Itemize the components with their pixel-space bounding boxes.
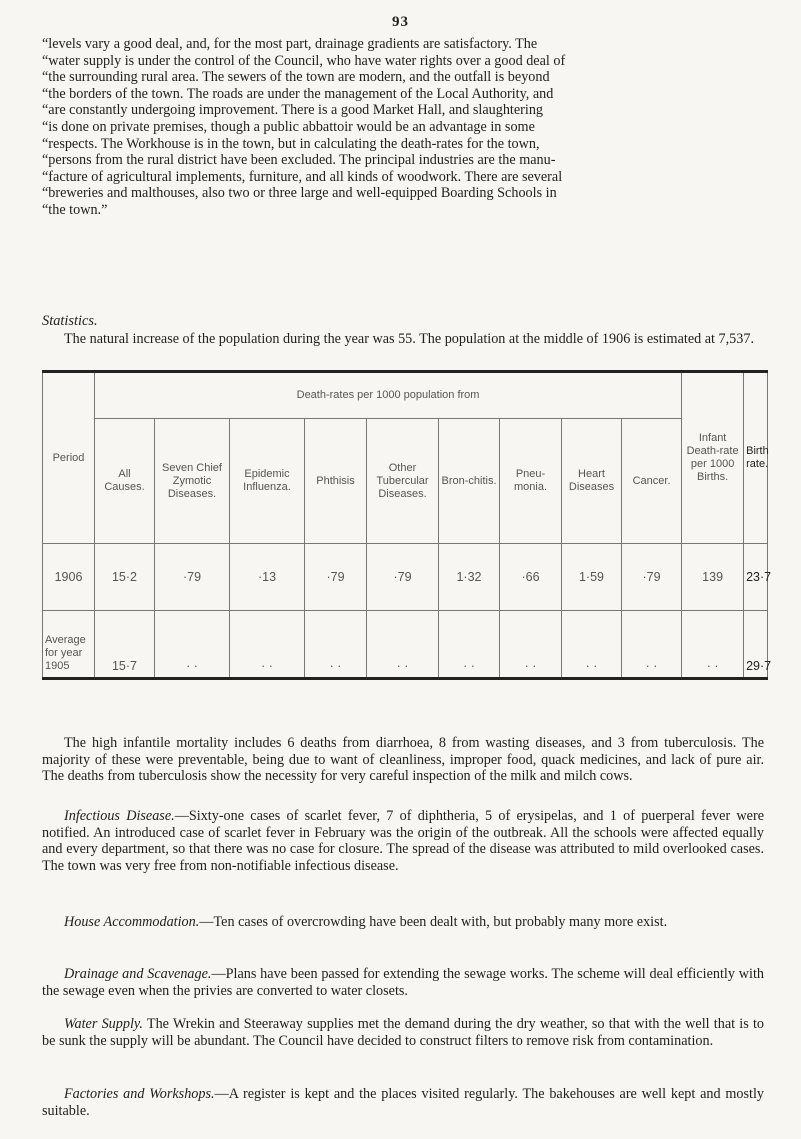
quoted-description <box>42 36 764 219</box>
quote-line: “respects. The Workhouse is in the town, but in calculating the death-rates for the town, <box>42 135 540 152</box>
column-header: Pneu-monia. <box>500 419 562 544</box>
column-header: Other Tubercular Diseases. <box>367 419 439 544</box>
value-cell: ·79 <box>155 544 230 611</box>
column-header: Bron-chitis. <box>439 419 500 544</box>
house-accommodation-text: —Ten cases of overcrowding have been dealt with, but probably many more exist. <box>199 914 668 930</box>
quote-line: “the borders of the town. The roads are under the management of the Local Authority, and <box>42 85 554 102</box>
infectious-disease-text: —Sixty-one cases of scarlet fever, 7 of diphtheria, 5 of erysipelas, and 1 of puerperal fever were notified. An introduced case of scarlet fever in February was the origin of the outbreak. All the schools were affected equally and every department, so that there was no case for closure. The spread of the disease was attributed to mild overlooked cases. The town was very free from non-notifiable infectious disease. <box>42 808 764 874</box>
value-cell: · · <box>155 611 230 679</box>
value-cell: ·79 <box>305 544 367 611</box>
value-cell: · · <box>562 611 622 679</box>
quote-line: “facture of agricultural implements, furniture, and all kinds of woodwork. There are several <box>42 168 563 185</box>
water-supply-paragraph <box>42 1016 764 1049</box>
quote-line: “levels vary a good deal, and, for the most part, drainage gradients are satisfactory. The <box>42 36 538 52</box>
water-supply-heading: Water Supply. <box>64 1016 143 1032</box>
drainage-text: —Plans have been passed for extending the sewage works. The scheme will deal efficiently with the sewage even when the privies are converted to water closets. <box>42 966 764 999</box>
column-header: Heart Diseases <box>562 419 622 544</box>
page-number: 93 <box>392 14 409 30</box>
infant-death-rate-header: Infant Death-rate per 1000 Births. <box>682 372 744 544</box>
drainage-heading: Drainage and Scavenage. <box>64 966 212 982</box>
quote-line: “breweries and malthouses, also two or three large and well-equipped Boarding Schools in <box>42 185 557 202</box>
period-cell: Average for year 1905 <box>43 611 95 679</box>
value-cell: ·66 <box>500 544 562 611</box>
quote-line: “the surrounding rural area. The sewers of the town are modern, and the outfall is beyond <box>42 69 550 86</box>
value-cell: · · <box>439 611 500 679</box>
value-cell: ·79 <box>622 544 682 611</box>
water-supply-text: The Wrekin and Steeraway supplies met the demand during the dry weather, so that with the well that is to be sunk the supply will be abundant. The Council have decided to construct filters to remove risk from contamination. <box>42 1016 764 1049</box>
infectious-disease-paragraph <box>42 808 764 874</box>
value-cell: 1·32 <box>439 544 500 611</box>
drainage-paragraph <box>42 966 764 999</box>
house-accommodation-heading: House Accommodation. <box>64 914 200 930</box>
quote-line: “water supply is under the control of the Council, who have water rights over a good deal of <box>42 52 566 69</box>
table-row <box>43 611 768 679</box>
factories-text: —A register is kept and the places visited regularly. The bakehouses are well kept and mostly suitable. <box>42 1086 764 1119</box>
column-header: Epidemic Influenza. <box>230 419 305 544</box>
value-cell: · · <box>367 611 439 679</box>
quote-line: “persons from the rural district have been excluded. The principal industries are the manu- <box>42 152 556 169</box>
column-header: Phthisis <box>305 419 367 544</box>
infectious-disease-heading: Infectious Disease. <box>64 808 175 824</box>
house-accommodation-paragraph <box>42 914 764 931</box>
statistics-paragraph: The natural increase of the population during the year was 55. The population at the middle of 1906 is estimated at 7,537. <box>64 331 755 347</box>
infant-cell: 139 <box>682 544 744 611</box>
period-cell: 1906 <box>43 544 95 611</box>
value-cell: ·13 <box>230 544 305 611</box>
column-header: All Causes. <box>95 419 155 544</box>
value-cell: 15·7 <box>95 611 155 679</box>
factories-paragraph <box>42 1086 764 1119</box>
value-cell: · · <box>622 611 682 679</box>
table-row <box>43 544 768 611</box>
period-header: Period <box>43 372 95 544</box>
value-cell: 1·59 <box>562 544 622 611</box>
infant-cell: · · <box>682 611 744 679</box>
factories-heading: Factories and Workshops. <box>64 1086 215 1102</box>
quote-line: “the town.” <box>42 201 108 218</box>
column-header: Cancer. <box>622 419 682 544</box>
value-cell: · · <box>500 611 562 679</box>
quote-line: “are constantly undergoing improvement. There is a good Market Hall, and slaughtering <box>42 102 544 119</box>
birth-cell: 29·7 <box>744 611 768 679</box>
death-rates-table <box>42 370 772 680</box>
quote-line: “is done on private premises, though a public abbattoir would be an advantage in some <box>42 118 535 135</box>
statistics-heading: Statistics. <box>42 313 98 329</box>
death-rates-group-header: Death-rates per 1000 population from <box>95 372 682 419</box>
birth-rate-header: Birth rate. <box>744 372 768 544</box>
infant-mortality-paragraph: The high infantile mortality includes 6 deaths from diarrhoea, 8 from wasting diseases, and 3 from tuberculosis. The majority of these were preventable, being due to want of cleanliness, improper food, quack medicines, and lack of pure air. The deaths from tuberculosis show the necessity for very careful inspection of the milk and milch cows. <box>42 735 764 785</box>
value-cell: · · <box>305 611 367 679</box>
value-cell: 15·2 <box>95 544 155 611</box>
column-header: Seven Chief Zymotic Diseases. <box>155 419 230 544</box>
value-cell: ·79 <box>367 544 439 611</box>
birth-cell: 23·7 <box>744 544 768 611</box>
value-cell: · · <box>230 611 305 679</box>
